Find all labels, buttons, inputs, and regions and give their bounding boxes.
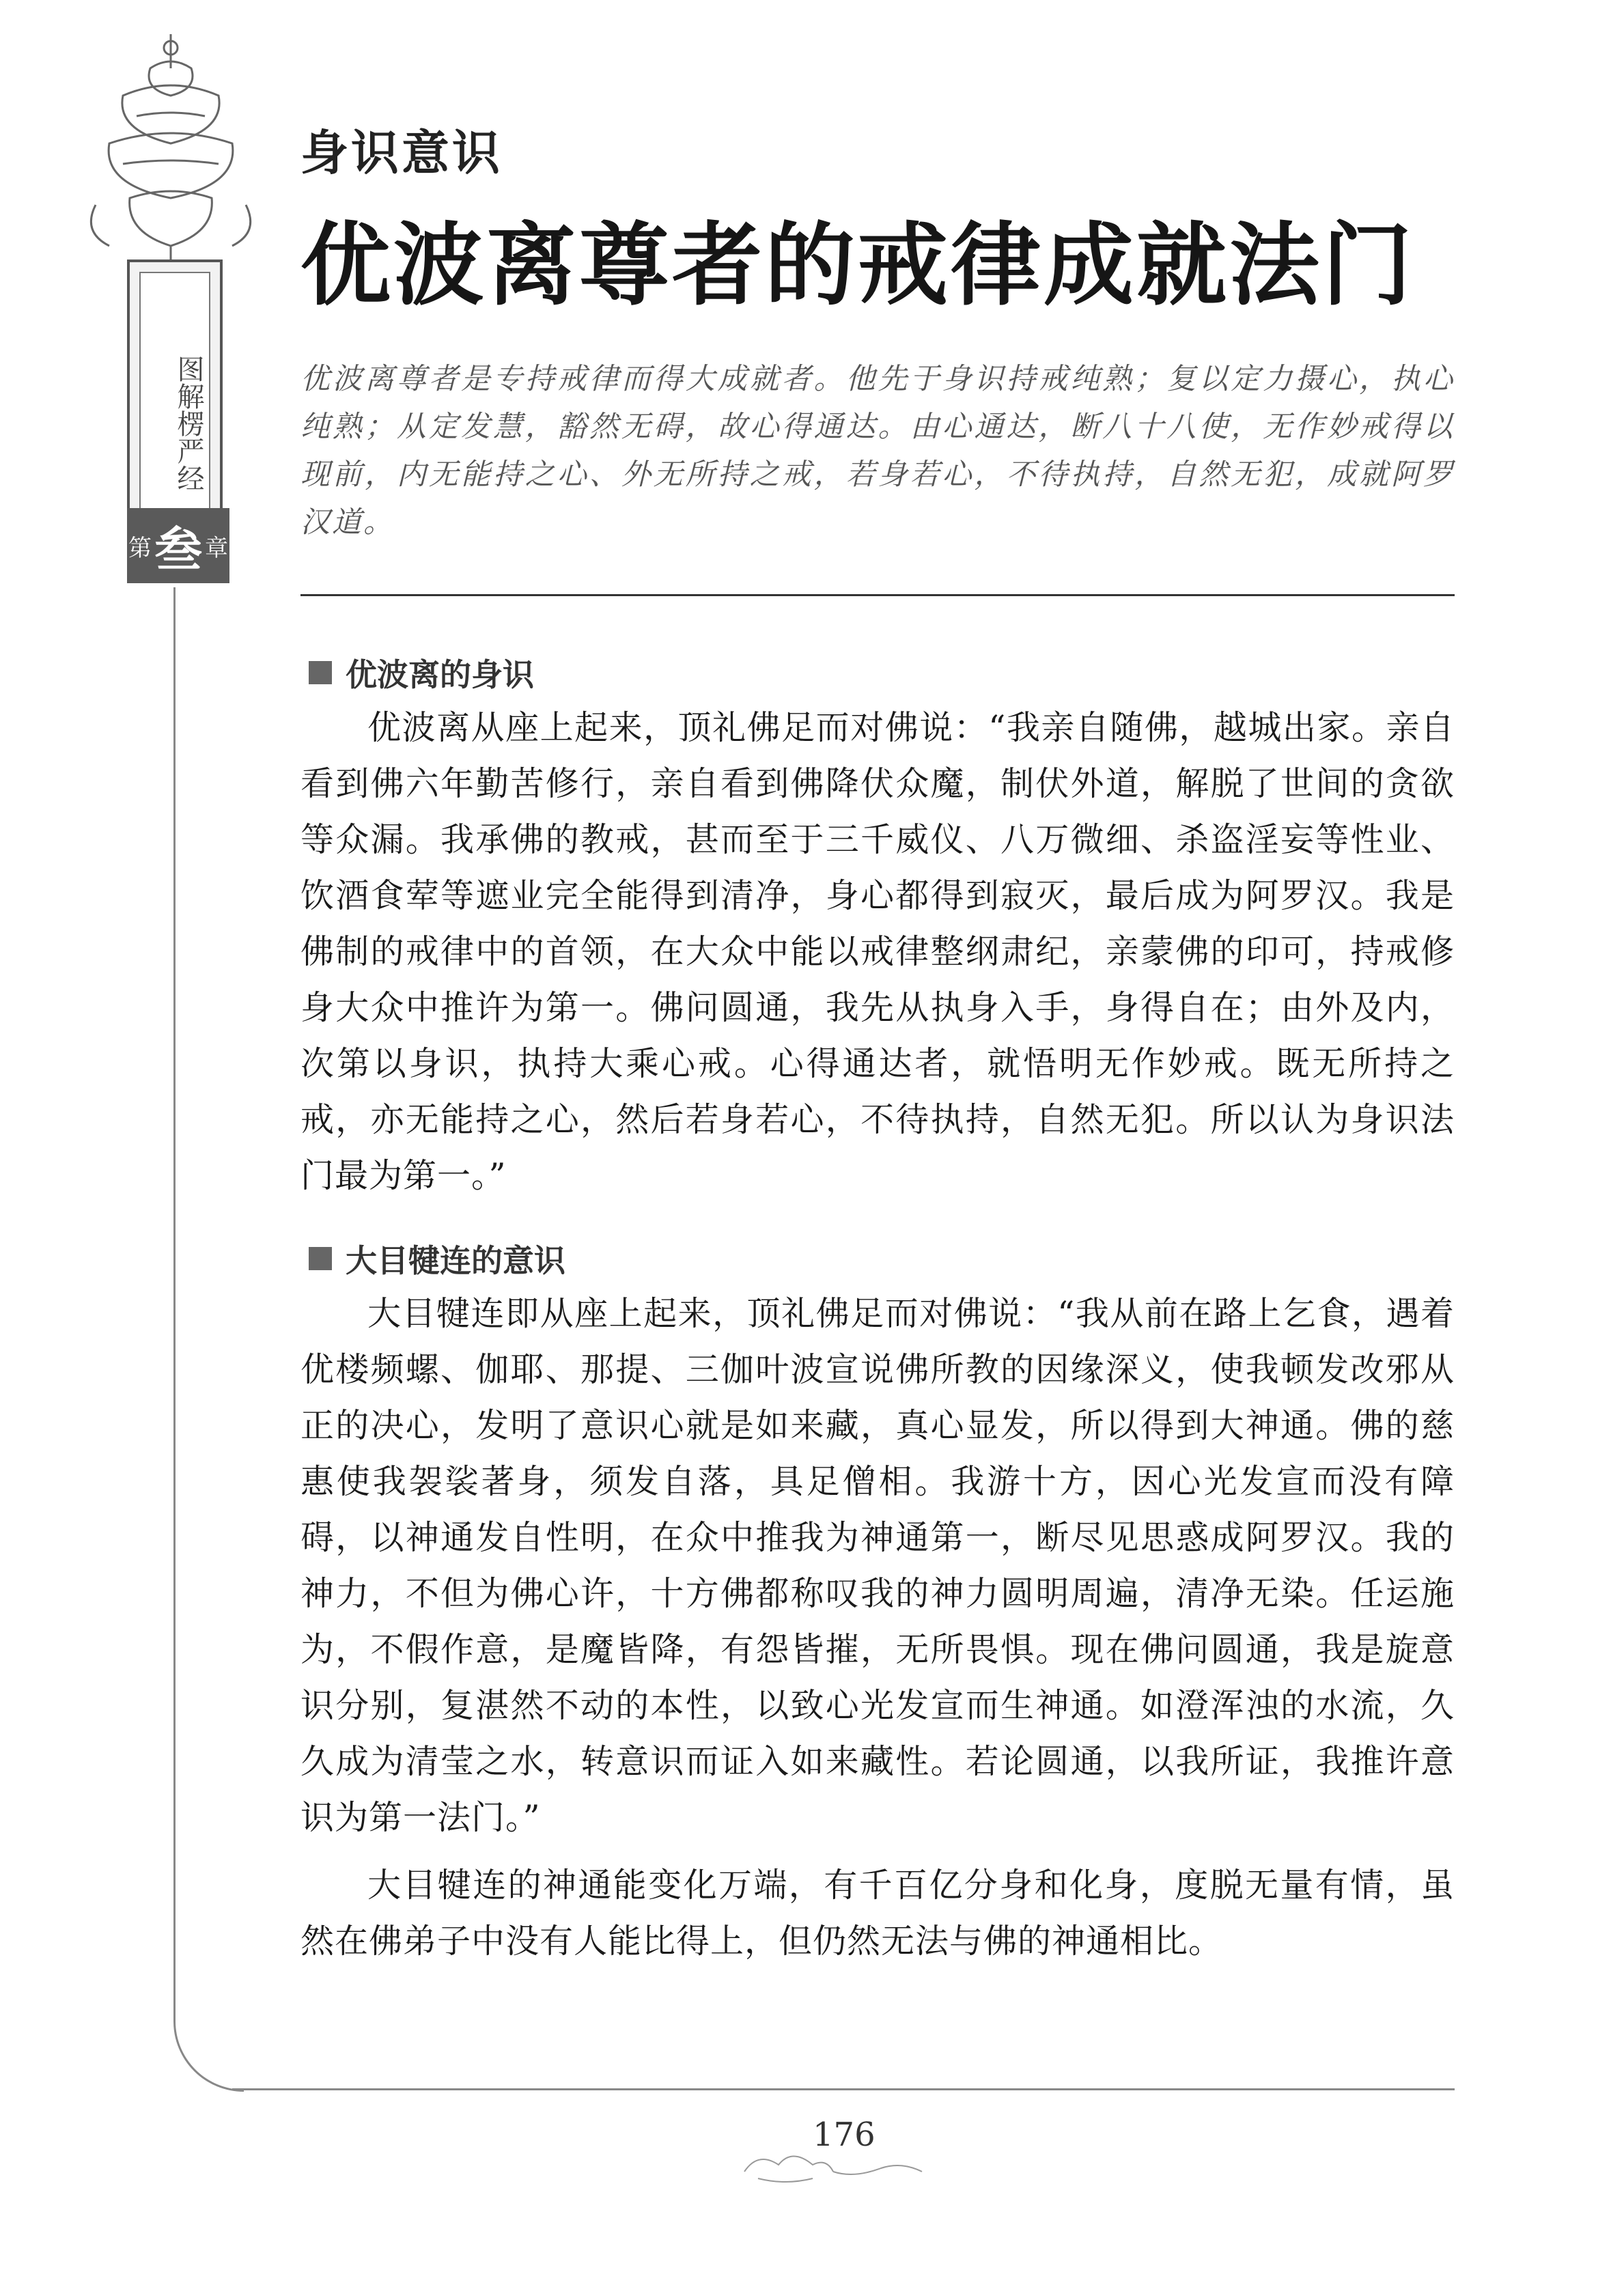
section-heading-maudgalyayana	[309, 1236, 565, 1281]
chapter-number: 叁	[154, 521, 202, 578]
chapter-prefix: 第	[128, 534, 152, 562]
paragraph-maudgalyayana-closing: 大目犍连的神通能变化万端，有千百亿分身和化身，度脱无量有情，虽然在佛弟子中没有人能比得上，但仍然无法与佛的神通相比。	[300, 1866, 1455, 1961]
cloud-ornament-icon	[731, 2137, 936, 2192]
square-bullet-icon	[309, 1247, 332, 1270]
footer-rule	[232, 2088, 1455, 2090]
section-heading-upali	[309, 650, 534, 695]
header-divider	[300, 594, 1455, 596]
square-bullet-icon	[309, 661, 332, 684]
chapter-suffix: 章	[205, 534, 228, 562]
page-number: 176	[813, 2116, 876, 2154]
paragraph-maudgalyayana: 大目犍连即从座上起来，顶礼佛足而对佛说：“我从前在路上乞食，遇着优楼频螺、伽耶、那提、三伽叶波宣说佛所教的因缘深义，使我顿发改邪从正的决心，发明了意识心就是如来藏，真心显发，所以得到大神通。佛的慈惠使我袈裟著身，须发自落，具足僧相。我游十方，因心光发宣而没有障碍，以神通发自性明，在众中推我为神通第一，断尽见思惑成阿罗汉。我的神力，不但为佛心许，十方佛都称叹我的神力圆明周遍，清净无染。任运施为，不假作意，是魔皆降，有怨皆摧，无所畏惧。现在佛问圆通，我是旋意识分别，复湛然不动的本性，以致心光发宣而生神通。如澄浑浊的水流，久久成为清莹之水，转意识而证入如来藏性。若论圆通，以我所证，我推许意识为第一法门。”	[300, 1294, 1455, 1837]
chapter-badge	[127, 508, 229, 583]
intro-summary: 优波离尊者是专持戒律而得大成就者。他先于身识持戒纯熟；复以定力摄心，执心纯熟；从定发慧，豁然无碍，故心得通达。由心通达，断八十八使，无作妙戒得以现前，内无能持之心、外无所持之戒，若身若心，不待执持，自然无犯，成就阿罗汉道。	[300, 362, 1455, 539]
section-heading-text: 大目犍连的意识	[346, 1242, 565, 1279]
page-title: 优波离尊者的戒律成就法门	[300, 212, 1415, 318]
paragraph-upali: 优波离从座上起来，顶礼佛足而对佛说：“我亲自随佛，越城出家。亲自看到佛六年勤苦修行，亲自看到佛降伏众魔，制伏外道，解脱了世间的贪欲等众漏。我承佛的教戒，甚而至于三千威仪、八万微细、杀盗淫妄等性业、饮酒食荤等遮业完全能得到清净，身心都得到寂灭，最后成为阿罗汉。我是佛制的戒律中的首领，在大众中能以戒律整纲肃纪，亲蒙佛的印可，持戒修身大众中推许为第一。佛问圆通，我先从执身入手，身得自在；由外及内，次第以身识，执持大乘心戒。心得通达者，就悟明无作妙戒。既无所持之戒，亦无能持之心，然后若身若心，不待执持，自然无犯。所以认为身识法门最为第一。”	[300, 708, 1455, 1195]
section-heading-text: 优波离的身识	[346, 656, 534, 693]
page-frame-line	[173, 587, 244, 2092]
page-subtitle: 身识意识	[300, 125, 503, 181]
book-title: 图解楞严经	[173, 355, 204, 492]
